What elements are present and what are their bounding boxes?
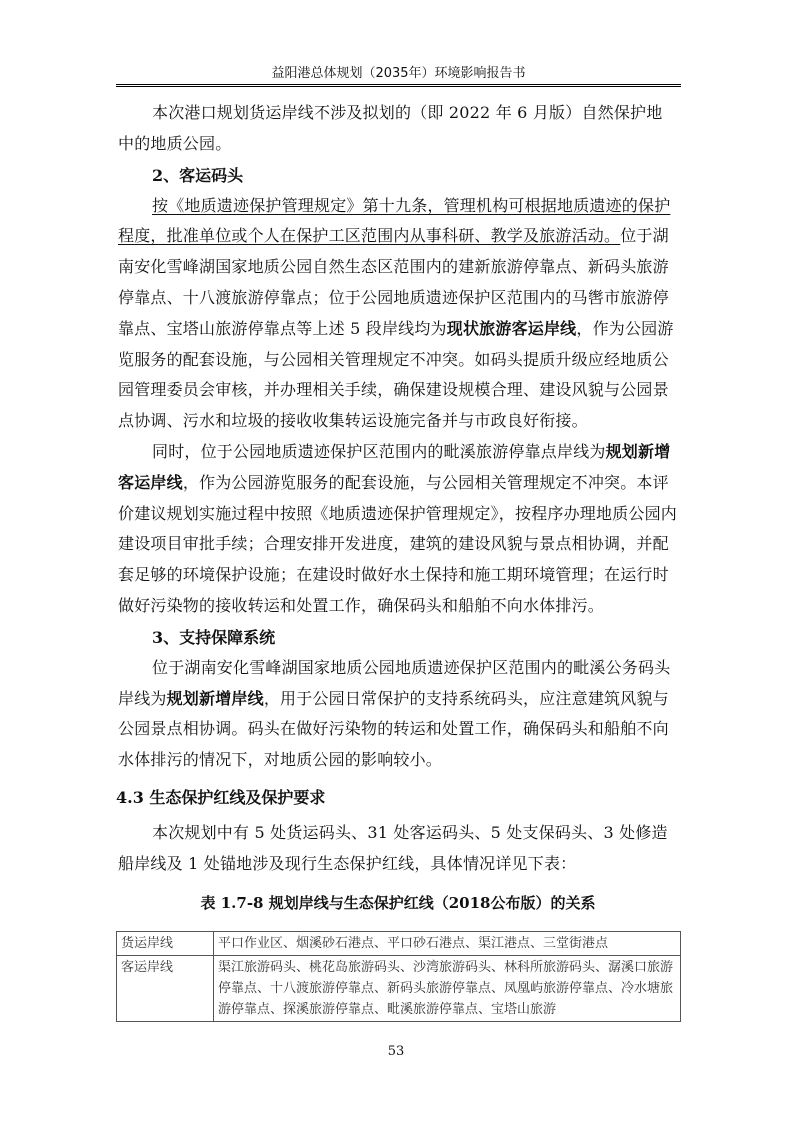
header-rule-double [116,86,681,87]
paragraph-geopark-cargo: 本次港口规划货运岸线不涉及拟划的（即 2022 年 6 月版）自然保护地中的地质公园。 [118,103,663,153]
paragraph-passenger-existing [118,191,678,437]
paragraph-text: ，作为公园游览服务的配套设施，与公园相关管理规定不冲突。如码头提质升级应经地质公园管理委员会审核，并办理相关手续，确保建设规模合理、建设风貌与公园景点协调、污水和垃圾的接收收集转运设施完备并与市政良好衔接。 [118,318,674,431]
paragraph-passenger-new [118,437,678,622]
underlined-regulation-text-1: 按《地质遗迹保护管理规定》第十九条，管理机构可根据地质遗迹的保护程 [118,195,671,246]
paragraph-redline-summary: 本次规划中有 5 处货运码头、31 处客运码头、5 处支保码头、3 处修造船岸线及 1 处锚地涉及现行生态保护红线，具体情况详见下表： [118,822,668,873]
paragraph-text: 位于湖南安化雪峰湖国家地质公园地质遗迹保护区范围内的毗溪公务码头岸线为 [118,657,671,708]
underlined-regulation-text-2: 度，批准单位或个人在保护工区范围内从事科研、教学及旅游活动。 [134,226,621,246]
table-caption: 表 1.7-8 规划岸线与生态保护红线（2018公布版）的关系 [200,893,596,912]
heading-passenger-terminal: 2、客运码头 [152,165,244,185]
paragraph-support-system [118,653,678,776]
document-body [118,98,678,916]
emphasis-existing-passenger-shoreline: 现状旅游客运岸线 [446,318,577,338]
paragraph-text: 位于湖南安化雪峰湖国家地质公园自然生态区范围内的建新旅游停靠点、新码头旅游停靠点、十八渡旅游停靠点；位于公园地质遗迹保护区范围内的马辔市旅游停靠点、宝塔山旅游停靠点等上述 5 段岸线均为 [118,226,669,338]
table-row [117,956,681,1022]
shoreline-redline-table [116,931,681,1022]
paragraph-text: ，用于公园日常保护的支持系统码头，应注意建筑风貌与公园景点相协调。码头在做好污染物的转运和处置工作，确保码头和船舶不向水体排污的情况下，对地质公园的影响较小。 [118,688,669,770]
heading-support-system: 3、支持保障系统 [152,627,276,647]
section-heading-ecological-redline: 4.3 生态保护红线及保护要求 [116,787,326,807]
emphasis-new-passenger-shoreline: 规划新增客运岸线 [118,441,671,492]
emphasis-new-shoreline: 规划新增岸线 [166,688,264,708]
table-cell-type: 货运岸线 [117,932,214,956]
paragraph-text: ，作为公园游览服务的配套设施，与公园相关管理规定不冲突。本评价建议规划实施过程中按照《地质遗迹保护管理规定》，按程序办理地质公园内建设项目审批手续；合理安排开发进度，建筑的建设风貌与景点相协调，并配套足够的环境保护设施；在建设时做好水土保持和施工期环境管理；在运行时做好污染物的接收转运和处置工作，确保码头和船舶不向水体排污。 [118,472,678,615]
header-rule [116,84,681,85]
table-cell-content: 平口作业区、烟溪砂石港点、平口砂石港点、渠江港点、三堂街港点 [214,932,681,956]
paragraph-text: 同时，位于公园地质遗迹保护区范围内的毗溪旅游停靠点岸线为 [152,441,606,461]
table-row [117,932,681,956]
table-cell-type: 客运岸线 [117,956,214,1022]
table-cell-content: 渠江旅游码头、桃花岛旅游码头、沙湾旅游码头、林科所旅游码头、潺溪口旅游停靠点、十八渡旅游停靠点、新码头旅游停靠点、凤凰屿旅游停靠点、冷水塘旅游停靠点、探溪旅游停靠点、毗溪旅游停靠点、宝塔山旅游 [214,956,681,1022]
page-number: 53 [387,1044,405,1059]
page-header-title: 益阳港总体规划（2035年）环境影响报告书 [271,66,526,81]
